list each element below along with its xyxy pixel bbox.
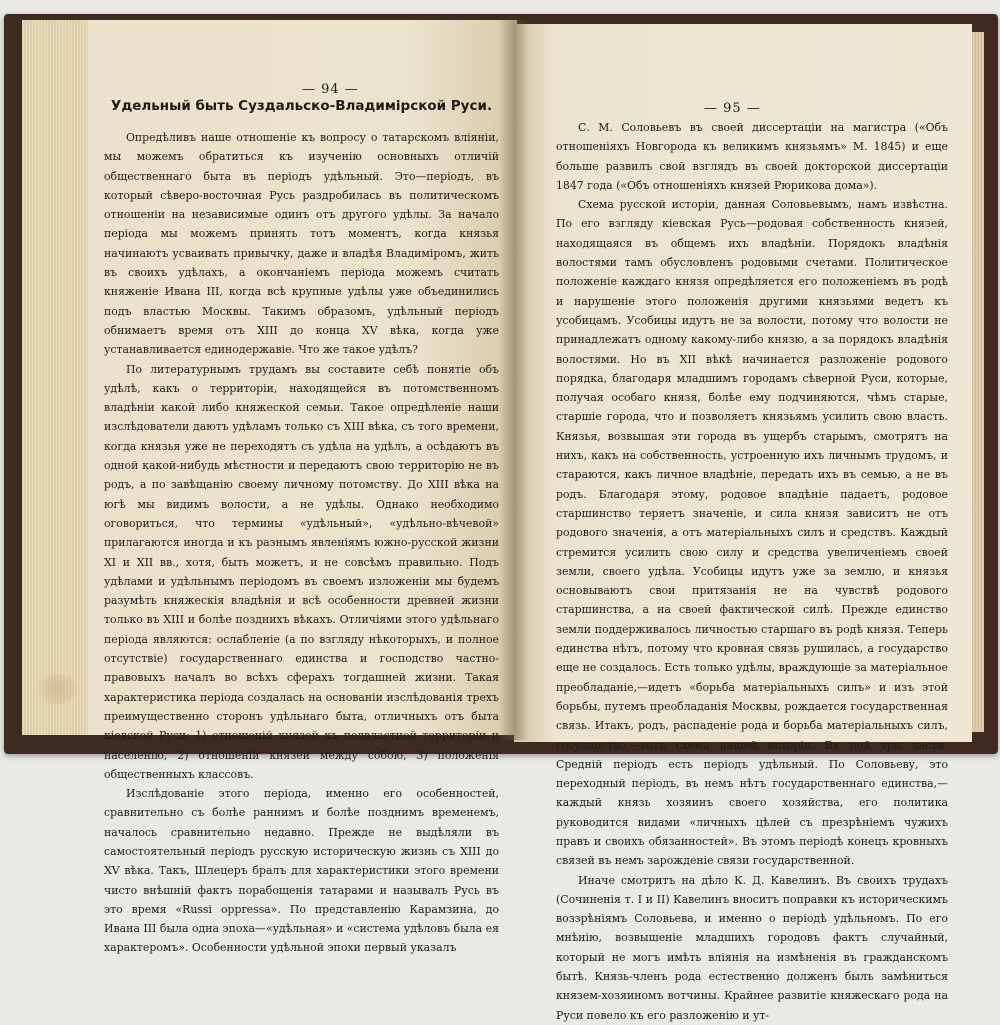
page-edges-left [22, 20, 88, 735]
left-paragraph: Опредѣливъ наше отношеніе къ вопросу о татарскомъ вліяніи, мы можемъ обратиться къ изученію основныхъ отличій общественнаго быта въ періодъ удѣльный. Это—періодъ, въ который сѣверо-восточная Русь раздробилась въ политическомъ отношеніи на независимые одинъ отъ другого удѣлы. За начало періода мы можемъ принять тотъ моментъ, когда князья начинаютъ усваивать привычку, даже и владѣя Владиміромъ, жить въ своихъ удѣлахъ, а окончаніемъ періода можемъ считать княженіе Ивана III, когда всѣ крупные удѣлы уже объединились подъ властью Москвы. Такимъ образомъ, удѣльный періодъ обнимаетъ время отъ XIII до конца XV вѣка, когда уже устанавливается единодержавіе. Что же такое удѣлъ? [104, 131, 499, 357]
right-page-number: — 95 — [704, 101, 761, 116]
right-page [514, 24, 972, 1022]
left-page [22, 20, 517, 955]
paper-stain [38, 674, 78, 704]
open-book [4, 4, 998, 1022]
right-page-text [556, 118, 948, 1025]
left-paragraph: По литературнымъ трудамъ вы составите себѣ понятіе объ удѣлѣ, какъ о территоріи, находящейся въ потомственномъ владѣніи какой либо княжеской семьи. Такое опредѣленіе наши изслѣдователи даютъ удѣламъ только съ XIII вѣка, съ того времени, когда князья уже не переходятъ съ удѣла на удѣлъ, а осѣдаютъ въ одной какой-нибудь мѣстности и передаютъ свою территорію не въ родъ, а по завѣщанію своему личному потомству. До XIII вѣка на югѣ мы видимъ волости, а не удѣлы. Однако необходимо оговориться, что термины «удѣльный», «удѣльно-вѣчевой» прилагаются иногда и къ разнымъ явленіямъ южно-русской жизни XI и XII вв., хотя, быть можетъ, и не совсѣмъ правильно. Подъ удѣлами и удѣльнымъ періодомъ въ своемъ изложеніи мы будемъ разумѣть княжескія владѣнія и всѣ особенности древней жизни только въ XIII и болѣе позднихъ вѣкахъ. Отличіями этого удѣльнаго періода являются: ослабленіе (а по взгляду нѣкоторыхъ, и полное отсутствіе) государственнаго единства и господство частно-правовыхъ началъ во всѣхъ сферахъ тогдашней жизни. Такая характеристика періода создалась на основаніи изслѣдованія трехъ преимущественно сторонъ удѣльнаго быта, отличныхъ отъ быта кіевской Руси: 1) отношеній князей къ подвластной территоріи и населенію, 2) отношеній князей между собою, 3) положенія общественныхъ классовъ. [104, 362, 499, 781]
right-paragraph: С. М. Соловьевъ въ своей диссертаціи на магистра («Объ отношеніяхъ Новгорода къ великимъ князьямъ» М. 1845) и еще больше развилъ свой взглядъ въ своей докторской диссертаціи 1847 года («Объ отношеніяхъ князей Рюрикова дома»). [556, 121, 948, 192]
chapter-title: Удельный быть Суздальско-Владимірской Руси. [110, 98, 493, 114]
right-paragraph: Схема русской исторіи, данная Соловьевымъ, намъ извѣстна. По его взгляду кіевская Русь—родовая собственность князей, находящаяся въ общемъ ихъ владѣніи. Порядокъ владѣнія волостями тамъ обусловленъ родовыми счетами. Политическое положеніе каждаго князя опредѣляется его положеніемъ въ родѣ и нарушеніе этого положенія другими князьями ведетъ къ усобицамъ. Усобицы идутъ не за волости, потому что волости не принадлежатъ одному какому-либо князю, а за порядокъ владѣнія волостями. Но въ XII вѣкѣ начинается разложеніе родового порядка, благодаря младшимъ городамъ сѣверной Руси, которые, получая особаго князя, болѣе ему подчиняются, чѣмъ старые, старшіе города, что и позволяетъ князьямъ усилить свою власть. Князья, возвышая эти города въ ущербъ старымъ, смотрятъ на нихъ, какъ на собственность, устроенную ихъ личнымъ трудомъ, и стараются, какъ личное владѣніе, передать ихъ въ семью, а не въ родъ. Благодаря этому, родовое владѣніе падаетъ, родовое старшинство теряетъ значеніе, и сила князя зависитъ не отъ родового значенія, а отъ матеріальныхъ силъ и средствъ. Каждый стремится усилить свою силу и средства увеличеніемъ своей земли, своего удѣла. Усобицы идутъ уже за землю, и князья основываютъ свои притязанія не на чувствѣ родового старшинства, а на своей фактической силѣ. Прежде единство земли поддерживалось личностью старшаго въ родѣ князя. Теперь единства нѣтъ, потому что кровная связь рушилась, а государство еще не создалось. Есть только удѣлы, враждующіе за матеріальное преобладаніе,—идетъ «борьба матеріальныхъ силъ» и изъ этой борьбы, путемъ преобладанія Москвы, рождается государственная связь. Итакъ, родъ, распаденіе рода и борьба матеріальныхъ силъ, государство,—вотъ схема нашей исторіи. Въ ней три части. Средній періодъ есть періодъ удѣльный. По Соловьеву, это переходный періодъ, въ немъ нѣтъ государственнаго единства,—каждый князь хозяинъ своего хозяйства, его политика руководится видами «личныхъ цѣлей съ презрѣніемъ чужихъ правъ и своихъ обязанностей». Въ этомъ періодѣ конецъ кровныхъ связей въ немъ зарожденіе связи государственной. [556, 198, 948, 868]
right-paragraph: Иначе смотритъ на дѣло К. Д. Кавелинъ. Въ своихъ трудахъ (Сочиненія т. I и II) Кавелинъ вноситъ поправки къ историческимъ воззрѣніямъ Соловьева, и именно о періодѣ удѣльномъ. По его мнѣнію, возвышеніе младшихъ городовъ фактъ случайный, который не могъ имѣть вліянія на измѣненія въ гражданскомъ бытѣ. Князь-членъ рода естественно долженъ былъ замѣниться князем-хозяиномъ вотчины. Крайнее развитіе княжескаго рода на Руси повело къ его разложенію и ут- [556, 873, 948, 1022]
left-page-text [104, 128, 499, 958]
left-paragraph: Изслѣдованіе этого періода, именно его особенностей, сравнительно съ болѣе раннимъ и болѣе позднимъ временемъ, началось сравнительно недавно. Прежде не выдѣляли въ самостоятельный періодъ русскую историческую жизнь съ XIII до XV вѣка. Такъ, Шлецеръ бралъ для характеристики этого времени чисто внѣшній фактъ порабощенія татарами и называлъ Русь въ это время «Russi oppressa». По представленію Карамзина, до Ивана III была одна эпоха—«удѣльная» и «система удѣловъ была ея характеромъ». Особенности удѣльной эпохи первый указалъ [104, 787, 499, 955]
page-edges-right [972, 32, 984, 732]
book-gutter [499, 20, 529, 740]
left-page-number: — 94 — [302, 82, 359, 97]
